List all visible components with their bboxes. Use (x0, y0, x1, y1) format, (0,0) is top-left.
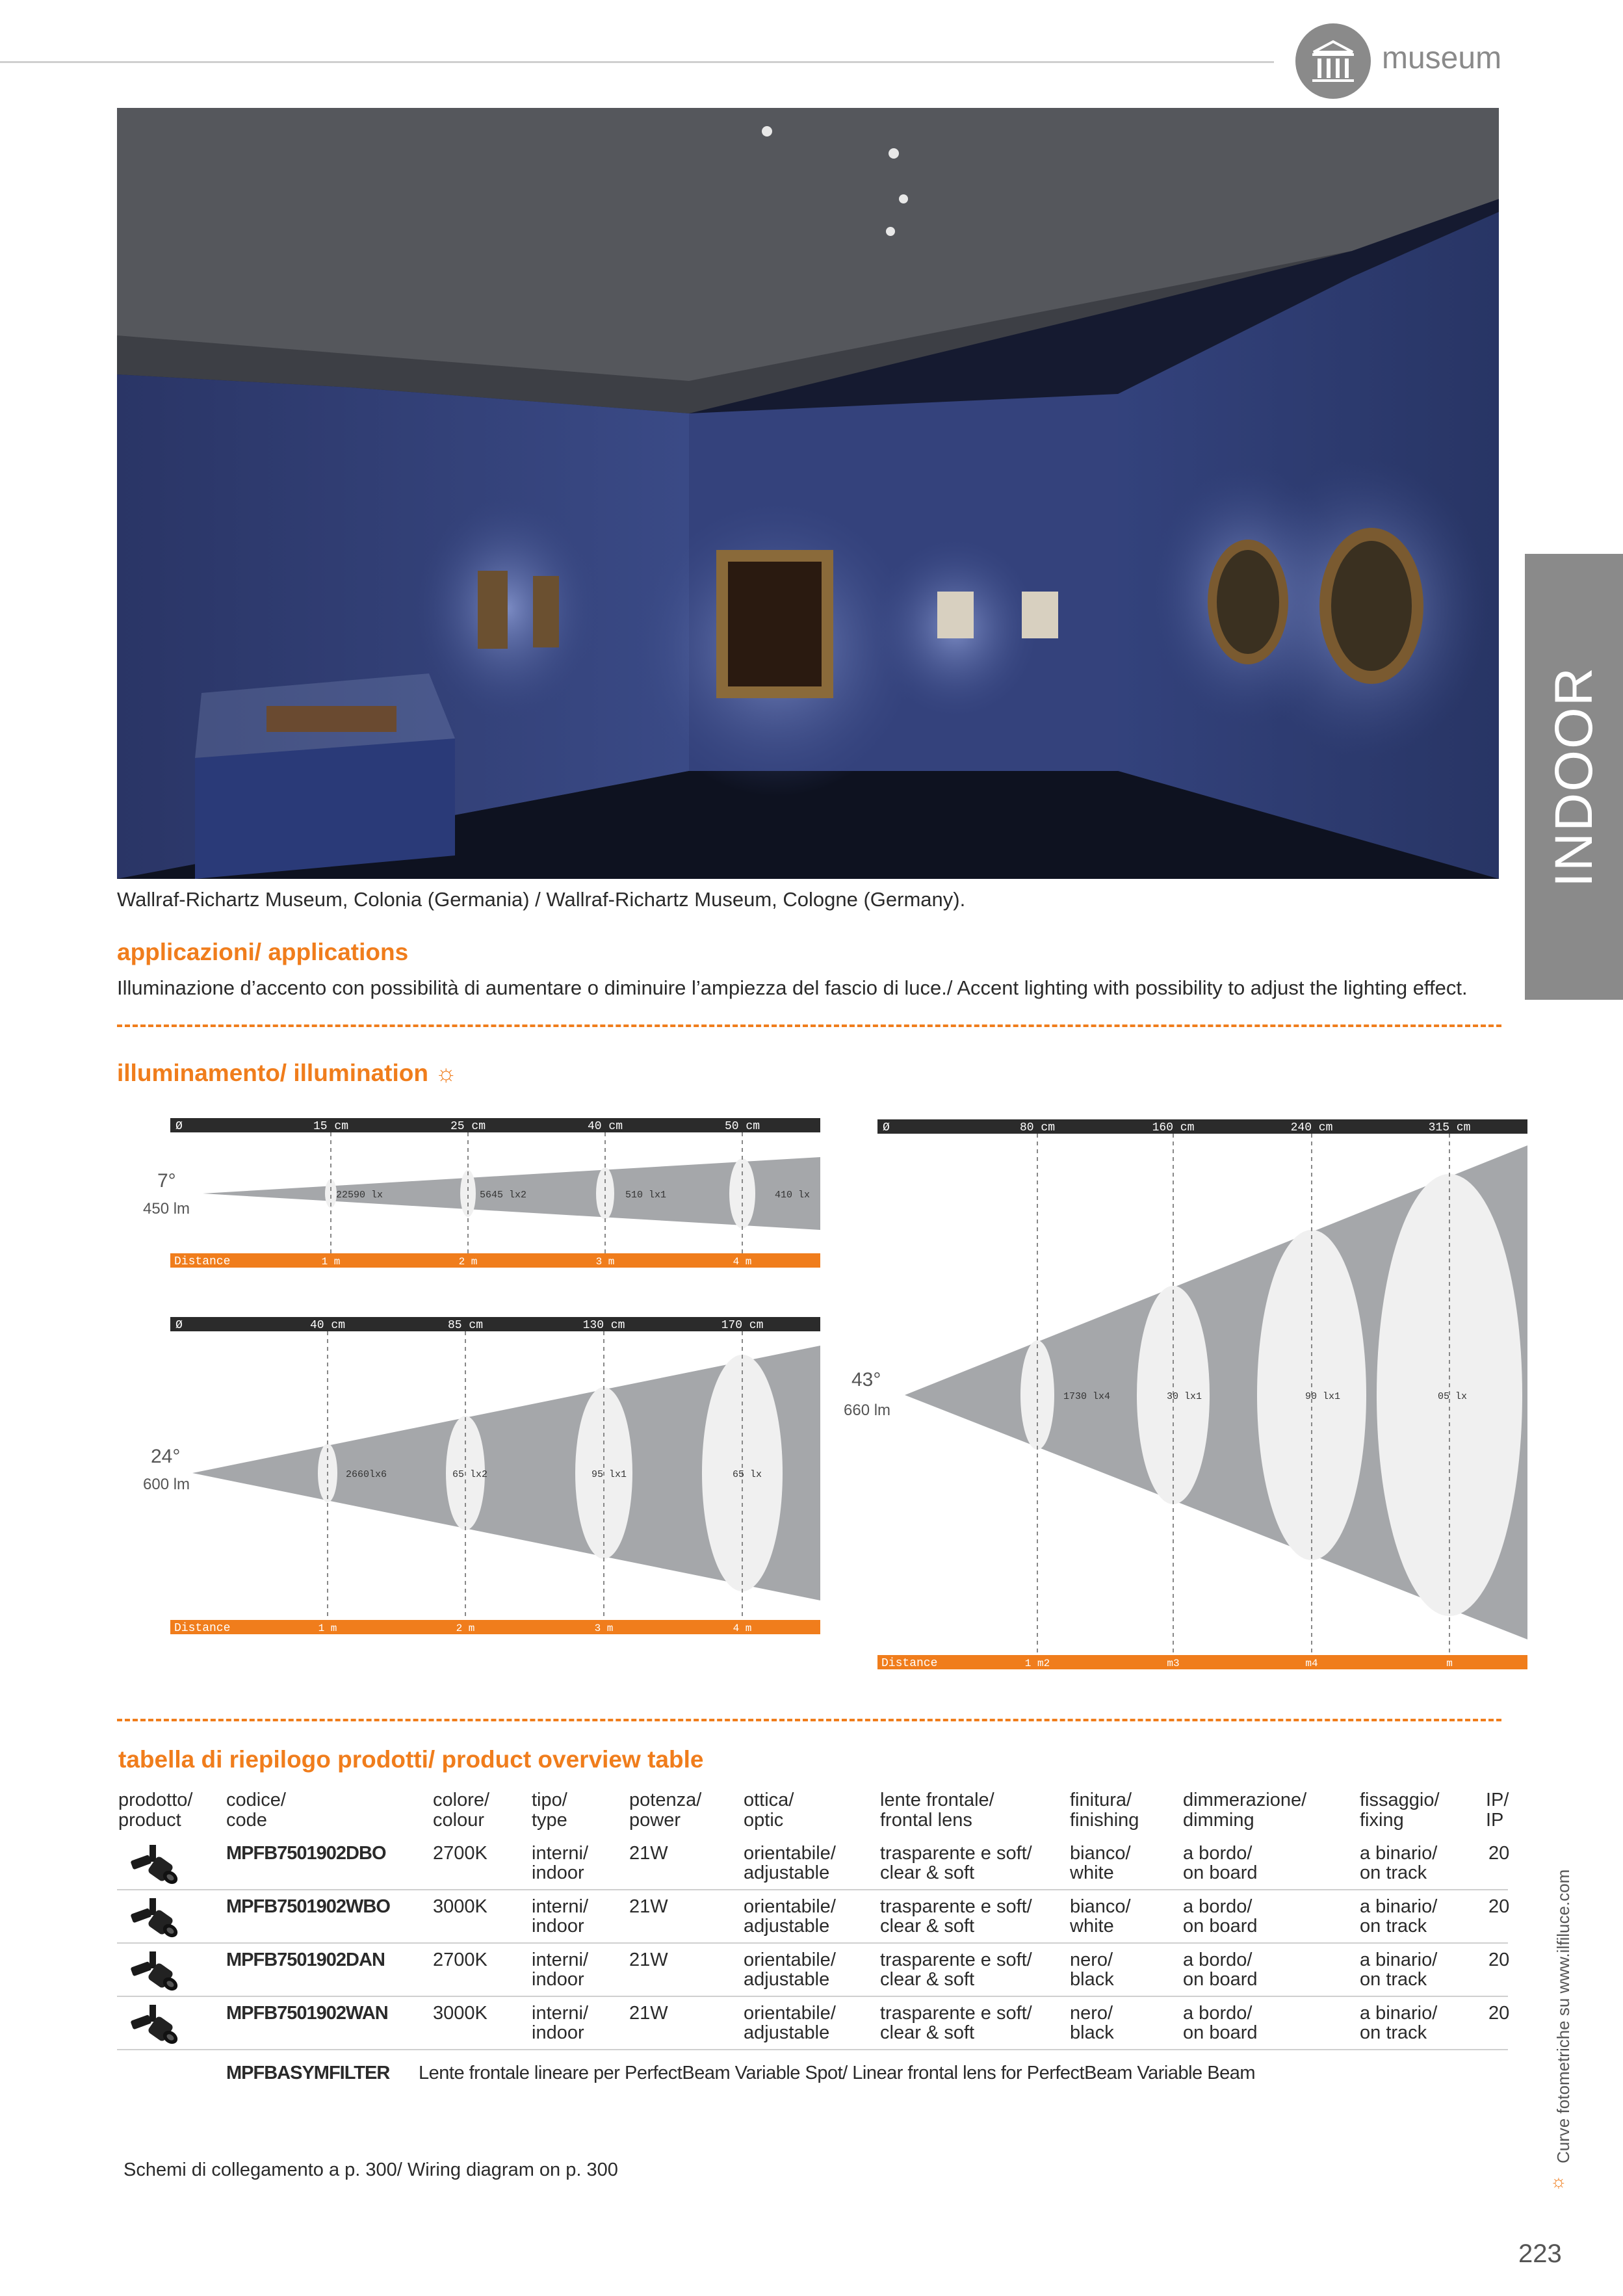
row-divider (117, 2049, 1508, 2050)
column-header-en: code (226, 1810, 267, 1831)
distance-label: Distance (174, 1622, 231, 1634)
column-header-it: dimmerazione/ (1183, 1790, 1307, 1810)
cell-code: MPFB7501902WBO (226, 1896, 390, 1917)
cell-type-line: interni/ (532, 1843, 589, 1864)
cell-type-line: interni/ (532, 1896, 589, 1917)
cell-dimming-line: on board (1183, 1969, 1258, 1990)
side-tab (1525, 554, 1623, 1000)
cell-type-line: interni/ (532, 1950, 589, 1970)
cell-power: 21W (629, 2003, 668, 2024)
diameter-label: 15 cm (313, 1120, 349, 1133)
cell-lens-line: clear & soft (880, 1862, 975, 1883)
diameter-label: 85 cm (447, 1319, 484, 1332)
column-header (1486, 1790, 1509, 1831)
dashed-divider (117, 1024, 1501, 1027)
dashed-divider (117, 1719, 1501, 1721)
sun-icon: ☼ (435, 1060, 458, 1086)
cell-fixing-line: a binario/ (1360, 1950, 1438, 1970)
lux-label: 65 lx (733, 1469, 762, 1480)
cell-dimming-line: a bordo/ (1183, 1950, 1253, 1970)
museum-icon (1295, 23, 1371, 99)
cell-fixing-line: a binario/ (1360, 2003, 1438, 2024)
cell-power: 21W (629, 1896, 668, 1917)
distance-tick: 3 m (595, 1256, 615, 1268)
distance-tick: m3 (1167, 1658, 1180, 1669)
illumination-title-text: illuminamento/ illumination (117, 1060, 428, 1086)
cell-finish-line: white (1070, 1862, 1114, 1883)
cell-finish (1070, 1844, 1131, 1883)
cell-dimming-line: on board (1183, 2022, 1258, 2043)
cell-colour: 3000K (433, 1896, 487, 1917)
product-spotlight-icon (127, 1894, 186, 1938)
column-header-en: product (118, 1810, 181, 1831)
cell-type-line: indoor (532, 1862, 584, 1883)
cell-optic-line: orientabile/ (744, 2003, 836, 2024)
cell-colour: 2700K (433, 1843, 487, 1864)
column-header-it: codice/ (226, 1790, 286, 1810)
lux-label: 65 lx2 (452, 1469, 488, 1480)
lux-label: 510 lx1 (625, 1190, 667, 1201)
beam-section (729, 1158, 755, 1229)
beam-lumens: 660 lm (844, 1402, 891, 1419)
cell-lens-line: trasparente e soft/ (880, 1950, 1032, 1970)
cell-optic-line: orientabile/ (744, 1843, 836, 1864)
beam-diagram-7 (170, 1118, 820, 1268)
diameter-label: 50 cm (724, 1120, 760, 1133)
column-header (118, 1790, 192, 1831)
beam-section (460, 1170, 476, 1217)
cell-optic (744, 1897, 836, 1936)
cell-code: MPFB7501902DBO (226, 1843, 386, 1864)
cell-fixing-line: on track (1360, 1862, 1427, 1883)
cell-dimming-line: on board (1183, 1916, 1258, 1937)
column-header (532, 1790, 567, 1831)
row-divider (117, 1889, 1508, 1890)
cell-finish-line: nero/ (1070, 1950, 1113, 1970)
product-spotlight-icon (127, 1841, 186, 1885)
column-header-it: ottica/ (744, 1790, 794, 1810)
cell-dimming (1183, 1897, 1258, 1936)
column-header-it: lente frontale/ (880, 1790, 994, 1810)
column-header (226, 1790, 286, 1831)
cell-optic (744, 1950, 836, 1989)
cell-dimming (1183, 2003, 1258, 2042)
cell-type (532, 1844, 588, 1883)
lux-label: 05 lx (1438, 1391, 1468, 1402)
distance-tick: 2 m (458, 1256, 478, 1268)
diameter-label: 160 cm (1152, 1121, 1195, 1134)
illumination-title (117, 1060, 457, 1087)
product-spotlight-icon (127, 2001, 186, 2045)
cell-type (532, 1897, 588, 1936)
museum-photo (117, 108, 1499, 879)
sun-icon: ☼ (1550, 2171, 1567, 2191)
column-header-it: fissaggio/ (1360, 1790, 1440, 1810)
lux-label: 5645 lx2 (480, 1190, 527, 1201)
lux-label: 410 lx (775, 1190, 811, 1201)
row-divider (117, 1996, 1508, 1997)
column-header-en: power (629, 1810, 681, 1831)
lux-label: 90 lx1 (1305, 1391, 1341, 1402)
beam-lumens: 450 lm (143, 1200, 190, 1218)
cell-colour: 2700K (433, 1950, 487, 1970)
cell-ip: 20 (1488, 1896, 1510, 1917)
cell-dimming-line: a bordo/ (1183, 2003, 1253, 2024)
cell-lens (880, 2003, 1032, 2042)
cell-lens (880, 1844, 1032, 1883)
cell-fixing (1360, 1950, 1437, 1989)
beam-lumens: 600 lm (143, 1476, 190, 1493)
cell-lens-line: clear & soft (880, 2022, 975, 2043)
cell-finish-line: nero/ (1070, 2003, 1113, 2024)
column-header-en: IP (1486, 1810, 1504, 1831)
diameter-label: 315 cm (1428, 1121, 1471, 1134)
beam-angle: 7° (157, 1170, 176, 1192)
diameter-label: 170 cm (721, 1319, 764, 1332)
cell-dimming (1183, 1950, 1258, 1989)
diameter-symbol: Ø (175, 1319, 183, 1332)
distance-tick: 1 m (318, 1623, 337, 1634)
page-number: 223 (1518, 2239, 1562, 2268)
cell-power: 21W (629, 1843, 668, 1864)
cell-code: MPFB7501902WAN (226, 2003, 388, 2024)
beam-diagram-43 (877, 1119, 1527, 1669)
cell-type-line: indoor (532, 1916, 584, 1937)
column-header-en: type (532, 1810, 567, 1831)
column-header-en: colour (433, 1810, 484, 1831)
cell-ip: 20 (1488, 2003, 1510, 2024)
cell-optic-line: adjustable (744, 1916, 830, 1937)
diameter-label: 240 cm (1290, 1121, 1333, 1134)
column-header (629, 1790, 701, 1831)
cell-optic-line: adjustable (744, 1969, 830, 1990)
distance-tick: m4 (1305, 1658, 1318, 1669)
product-spotlight-icon (127, 1948, 186, 1992)
cell-optic (744, 1844, 836, 1883)
cell-finish-line: black (1070, 1969, 1114, 1990)
cell-optic-line: adjustable (744, 1862, 830, 1883)
cell-finish (1070, 1897, 1131, 1936)
cell-fixing (1360, 1897, 1437, 1936)
distance-tick: 1 m2 (1024, 1658, 1050, 1669)
lux-label: 30 lx1 (1167, 1391, 1202, 1402)
cell-optic (744, 2003, 836, 2042)
lux-label: 95 lx1 (591, 1469, 627, 1480)
cell-optic-line: adjustable (744, 2022, 830, 2043)
cell-type (532, 2003, 588, 2042)
side-tab-label: INDOOR (1544, 666, 1604, 887)
section-label: museum (1382, 41, 1502, 75)
applications-text: Illuminazione d’accento con possibilità di aumentare o diminuire l’ampiezza del fascio di luce./ Accent lighting with possibility to adjust the lighting effect. (117, 976, 1468, 999)
distance-tick: 4 m (733, 1256, 752, 1268)
column-header (433, 1790, 489, 1831)
beam-angle: 43° (851, 1369, 881, 1390)
applications-title: applicazioni/ applications (117, 939, 409, 965)
column-header-it: prodotto/ (118, 1790, 193, 1810)
cell-finish-line: black (1070, 2022, 1114, 2043)
cell-lens-line: trasparente e soft/ (880, 1843, 1032, 1864)
lux-label: 22590 lx (336, 1190, 383, 1201)
column-header (880, 1790, 994, 1831)
column-header-en: frontal lens (880, 1810, 972, 1831)
cell-ip: 20 (1488, 1950, 1510, 1970)
column-header-it: potenza/ (629, 1790, 702, 1810)
lux-label: 2660lx6 (346, 1469, 387, 1480)
cell-finish (1070, 2003, 1114, 2042)
column-header-it: tipo/ (532, 1790, 567, 1810)
cell-type-line: interni/ (532, 2003, 589, 2024)
cell-fixing (1360, 1844, 1437, 1883)
cell-optic-line: orientabile/ (744, 1950, 836, 1970)
cell-type-line: indoor (532, 1969, 584, 1990)
cell-fixing-line: on track (1360, 2022, 1427, 2043)
diameter-label: 40 cm (587, 1120, 623, 1133)
column-header-en: dimming (1183, 1810, 1254, 1831)
column-header-it: IP/ (1486, 1790, 1509, 1810)
column-header (1183, 1790, 1306, 1831)
cell-fixing-line: a binario/ (1360, 1843, 1438, 1864)
cell-finish-line: bianco/ (1070, 1896, 1131, 1917)
cell-dimming-line: on board (1183, 1862, 1258, 1883)
distance-tick: 4 m (733, 1623, 752, 1634)
column-header-it: colore/ (433, 1790, 490, 1810)
cell-fixing-line: on track (1360, 1969, 1427, 1990)
header-rule (0, 61, 1274, 63)
column-header (744, 1790, 794, 1831)
cell-finish-line: bianco/ (1070, 1843, 1131, 1864)
cell-dimming-line: a bordo/ (1183, 1896, 1253, 1917)
cell-lens-line: trasparente e soft/ (880, 2003, 1032, 2024)
diameter-label: 80 cm (1019, 1121, 1056, 1134)
distance-tick: 2 m (456, 1623, 475, 1634)
cell-finish-line: white (1070, 1916, 1114, 1937)
accessory-description: Lente frontale lineare per PerfectBeam Variable Spot/ Linear frontal lens for PerfectBeam Variable Beam (419, 2063, 1255, 2083)
cell-lens (880, 1950, 1032, 1989)
cell-lens-line: trasparente e soft/ (880, 1896, 1032, 1917)
cell-fixing-line: a binario/ (1360, 1896, 1438, 1917)
beam-diagram-24 (170, 1317, 820, 1634)
cell-lens-line: clear & soft (880, 1969, 975, 1990)
cell-dimming (1183, 1844, 1258, 1883)
cell-lens (880, 1897, 1032, 1936)
diameter-symbol: Ø (175, 1120, 183, 1133)
distance-label: Distance (174, 1255, 231, 1268)
column-header (1360, 1790, 1440, 1831)
cell-lens-line: clear & soft (880, 1916, 975, 1937)
distance-tick: 1 m (321, 1256, 341, 1268)
diameter-label: 25 cm (450, 1120, 486, 1133)
diameter-label: 40 cm (309, 1319, 346, 1332)
column-header-it: finitura/ (1070, 1790, 1132, 1810)
column-header-en: optic (744, 1810, 784, 1831)
wiring-note: Schemi di collegamento a p. 300/ Wiring diagram on p. 300 (123, 2159, 618, 2180)
cell-code: MPFB7501902DAN (226, 1950, 385, 1970)
distance-bar (170, 1253, 820, 1268)
distance-tick: 3 m (594, 1623, 614, 1634)
cell-colour: 3000K (433, 2003, 487, 2024)
table-title: tabella di riepilogo prodotti/ product overview table (118, 1746, 704, 1773)
diameter-bar (170, 1118, 820, 1132)
cell-fixing (1360, 2003, 1437, 2042)
distance-label: Distance (881, 1657, 938, 1669)
cell-optic-line: orientabile/ (744, 1896, 836, 1917)
cell-finish (1070, 1950, 1114, 1989)
cell-fixing-line: on track (1360, 1916, 1427, 1937)
lux-label: 1730 lx4 (1063, 1391, 1111, 1402)
cell-type-line: indoor (532, 2022, 584, 2043)
column-header-en: fixing (1360, 1810, 1404, 1831)
diameter-label: 130 cm (582, 1319, 625, 1332)
column-header-en: finishing (1070, 1810, 1139, 1831)
photo-caption: Wallraf-Richartz Museum, Colonia (Germania) / Wallraf-Richartz Museum, Cologne (Germany). (117, 888, 966, 911)
column-header (1070, 1790, 1139, 1831)
photometric-note: Curve fotometriche su www.ilfiluce.com (1553, 1869, 1573, 2163)
row-divider (117, 1942, 1508, 1944)
diameter-symbol: Ø (883, 1121, 890, 1134)
cell-ip: 20 (1488, 1843, 1510, 1864)
cell-dimming-line: a bordo/ (1183, 1843, 1253, 1864)
accessory-code: MPFBASYMFILTER (226, 2063, 390, 2083)
cell-power: 21W (629, 1950, 668, 1970)
beam-angle: 24° (151, 1446, 181, 1467)
distance-tick: m (1446, 1658, 1453, 1669)
cell-type (532, 1950, 588, 1989)
